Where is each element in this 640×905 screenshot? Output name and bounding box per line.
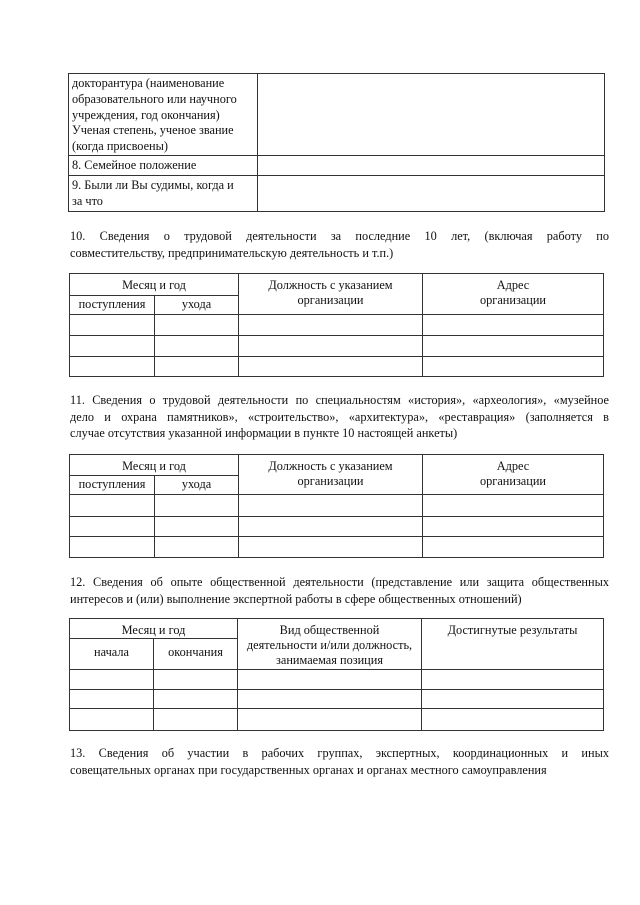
personal-info-table <box>68 73 605 212</box>
table-row <box>70 495 604 517</box>
table-cell[interactable] <box>423 537 604 558</box>
table-cell[interactable] <box>423 495 604 517</box>
table-cell[interactable] <box>239 336 423 357</box>
table-row <box>70 315 604 336</box>
section-13-heading: 13. Сведения об участии в рабочих группах, экспертных, координационных и иных совещательных органах при государственных органах и органах местного самоуправления <box>70 746 609 777</box>
table-row <box>69 176 605 212</box>
table-cell[interactable] <box>155 357 239 377</box>
month-year-header: Месяц и год <box>70 455 239 476</box>
end-header: ухода <box>155 476 239 495</box>
table-cell[interactable] <box>239 537 423 558</box>
table-cell[interactable] <box>422 709 604 731</box>
start-header: начала <box>70 639 154 670</box>
table-cell[interactable] <box>70 315 155 336</box>
table-cell[interactable] <box>239 517 423 537</box>
table-cell[interactable] <box>239 495 423 517</box>
table-row <box>70 709 604 731</box>
table-cell[interactable] <box>70 336 155 357</box>
table-cell[interactable] <box>238 690 422 709</box>
table-cell[interactable] <box>422 690 604 709</box>
table-header-row <box>70 619 604 639</box>
table-cell[interactable] <box>154 690 238 709</box>
criminal-record-label: 9. Были ли Вы судимы, когда и за что <box>69 176 258 212</box>
table-cell[interactable] <box>238 709 422 731</box>
table-cell[interactable] <box>70 357 155 377</box>
criminal-record-value-cell[interactable] <box>258 176 605 212</box>
table-row <box>69 74 605 156</box>
activity-type-header: Вид общественной деятельности и/или должность, занимаемая позиция <box>238 619 422 670</box>
start-header: поступления <box>70 476 155 495</box>
end-header: ухода <box>155 296 239 315</box>
address-header: Адрес организации <box>423 455 604 495</box>
month-year-header: Месяц и год <box>70 274 239 296</box>
table-header-row <box>70 455 604 476</box>
table-cell[interactable] <box>155 336 239 357</box>
table-row <box>70 517 604 537</box>
table-cell[interactable] <box>238 670 422 690</box>
table-row <box>70 670 604 690</box>
position-header: Должность с указанием организации <box>239 274 423 315</box>
table-row <box>70 336 604 357</box>
table-cell[interactable] <box>155 315 239 336</box>
table-cell[interactable] <box>423 336 604 357</box>
start-header: поступления <box>70 296 155 315</box>
table-cell[interactable] <box>239 315 423 336</box>
table-cell[interactable] <box>154 709 238 731</box>
public-activity-table <box>69 618 604 731</box>
table-cell[interactable] <box>422 670 604 690</box>
table-cell[interactable] <box>155 495 239 517</box>
end-header: окончания <box>154 639 238 670</box>
table-cell[interactable] <box>154 670 238 690</box>
address-header: Адрес организации <box>423 274 604 315</box>
table-header-row <box>70 274 604 296</box>
specialty-work-table <box>69 454 604 558</box>
marital-status-label: 8. Семейное положение <box>69 156 258 176</box>
table-row <box>70 357 604 377</box>
section-10-heading: 10. Сведения о трудовой деятельности за последние 10 лет, (включая работу по совместительству, предпринимательскую деятельность и т.п.) <box>70 229 609 260</box>
table-row <box>70 690 604 709</box>
table-cell[interactable] <box>70 690 154 709</box>
position-header: Должность с указанием организации <box>239 455 423 495</box>
table-cell[interactable] <box>70 709 154 731</box>
table-row <box>70 537 604 558</box>
education-value-cell[interactable] <box>258 74 605 156</box>
table-row <box>69 156 605 176</box>
table-cell[interactable] <box>70 517 155 537</box>
table-cell[interactable] <box>423 517 604 537</box>
table-cell[interactable] <box>70 537 155 558</box>
table-cell[interactable] <box>155 517 239 537</box>
marital-status-value-cell[interactable] <box>258 156 605 176</box>
table-cell[interactable] <box>423 315 604 336</box>
section-12-heading: 12. Сведения об опыте общественной деятельности (представление или защита общественных интересов и (или) выполнение экспертной работы в сфере общественных отношений) <box>70 575 609 606</box>
results-header: Достигнутые результаты <box>422 619 604 670</box>
table-cell[interactable] <box>70 495 155 517</box>
month-year-header: Месяц и год <box>70 619 238 639</box>
table-cell[interactable] <box>155 537 239 558</box>
table-cell[interactable] <box>423 357 604 377</box>
education-label: докторантура (наименование образовательного или научного учреждения, год окончания) Ученая степень, ученое звание (когда присвоены) <box>69 74 258 156</box>
work-history-table <box>69 273 604 377</box>
section-11-heading: 11. Сведения о трудовой деятельности по специальностям «история», «археология», «музейное дело и охрана памятников», «строительство», «архитектура», «реставрация» (заполняется в случае отсутствия указанной информации в пункте 10 настоящей анкеты) <box>70 393 609 440</box>
table-cell[interactable] <box>70 670 154 690</box>
table-cell[interactable] <box>239 357 423 377</box>
